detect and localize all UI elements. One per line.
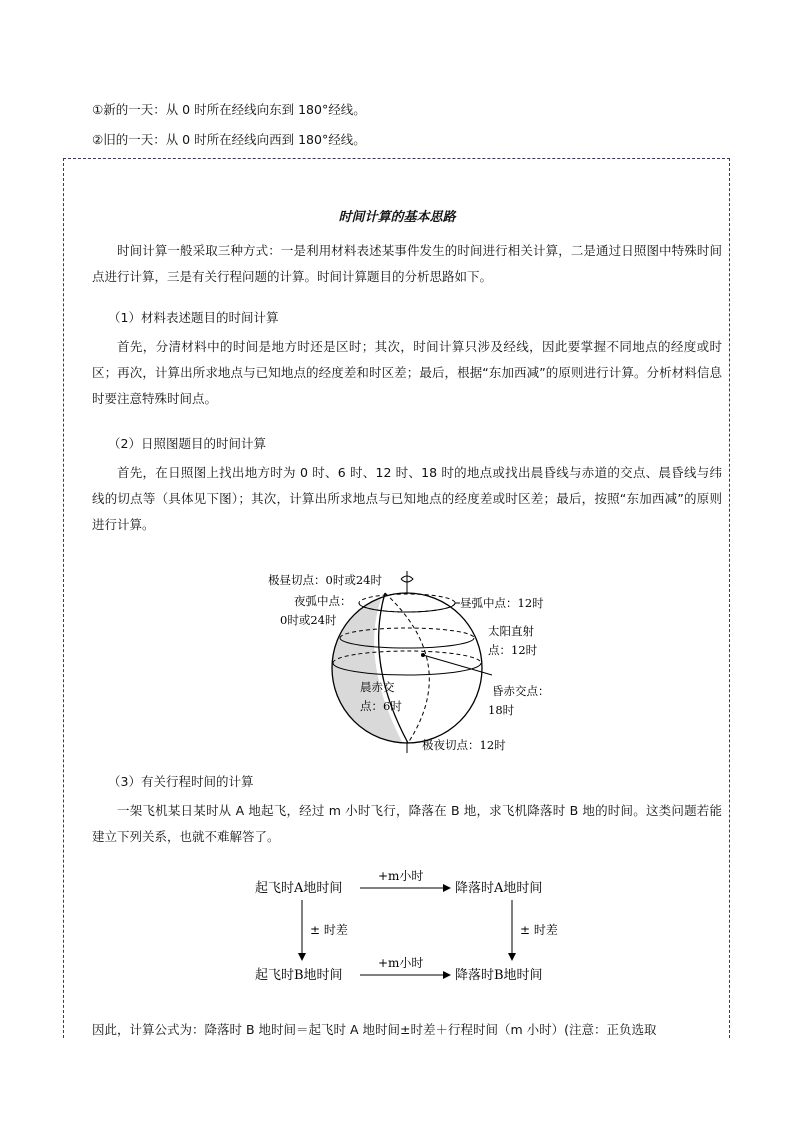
section-3-title: （3）有关行程时间的计算	[108, 774, 254, 789]
section-2-title: （2）日照图题目的时间计算	[108, 436, 266, 451]
label-night-mid-1: 夜弧中点：	[294, 594, 352, 608]
label-day-mid: 昼弧中点：12时	[460, 596, 544, 610]
flow-b-arrival: 降落时B地时间	[455, 968, 543, 983]
flow-plus-m-bottom: +m小时	[378, 956, 424, 970]
box-title: 时间计算的基本思路	[338, 210, 456, 225]
flow-diff-left: ± 时差	[310, 923, 348, 937]
section-3-text: 一架飞机某日某时从 A 地起飞，经过 m 小时飞行，降落在 B 地，求飞机降落时 B 地的时间。这类问题若能建立下列关系，也就不难解答了。	[92, 803, 722, 844]
intro-paragraph: 时间计算一般采取三种方式：一是利用材料表述某事件发生的时间进行相关计算，二是通过日照图中特殊时间点进行计算，三是有关行程问题的计算。时间计算题目的分析思路如下。	[92, 243, 722, 284]
label-dawn-2: 点：6时	[360, 699, 402, 713]
sunlight-globe-diagram	[260, 563, 560, 763]
label-dusk-1: 昏赤交点：	[492, 684, 550, 698]
rule-new-day: ①新的一天：从 0 时所在经线向东到 180°经线。	[92, 102, 366, 117]
flow-plus-m-top: +m小时	[378, 869, 424, 883]
label-dawn-1: 晨赤交	[360, 680, 395, 694]
flow-diff-right: ± 时差	[520, 923, 558, 937]
formula-line: 因此，计算公式为：降落时 B 地时间＝起飞时 A 地时间±时差＋行程时间（m 小时）(注意：正负选取	[92, 1022, 657, 1037]
label-sun-2: 点：12时	[488, 643, 538, 657]
label-sun-1: 太阳直射	[488, 624, 534, 638]
flow-b-departure: 起飞时B地时间	[255, 968, 343, 983]
flight-time-flow-diagram	[240, 864, 580, 992]
section-2-text: 首先，在日照图上找出地方时为 0 时、6 时、12 时、18 时的地点或找出晨昏线与赤道的交点、晨昏线与纬线的切点等（具体见下图）；其次，计算出所求地点与已知地点的经度差或时区差；最后，按照“东加西减”的原则进行计算。	[92, 465, 722, 532]
label-polar-day: 极昼切点：0时或24时	[268, 573, 382, 587]
label-dusk-2: 18时	[488, 703, 515, 717]
label-polar-night: 极夜切点：12时	[422, 738, 506, 752]
label-night-mid-2: 0时或24时	[280, 613, 337, 627]
rule-old-day: ②旧的一天：从 0 时所在经线向西到 180°经线。	[92, 132, 366, 147]
flow-a-departure: 起飞时A地时间	[255, 881, 343, 896]
flow-a-arrival: 降落时A地时间	[455, 881, 543, 896]
section-1-text: 首先，分清材料中的时间是地方时还是区时；其次，时间计算只涉及经线，因此要掌握不同地点的经度或时区；再次，计算出所求地点与已知地点的经度差和时区差；最后，根据“东加西减”的原则进行计算。分析材料信息时要注意特殊时间点。	[92, 339, 722, 406]
section-1-title: （1）材料表述题目的时间计算	[108, 310, 279, 325]
